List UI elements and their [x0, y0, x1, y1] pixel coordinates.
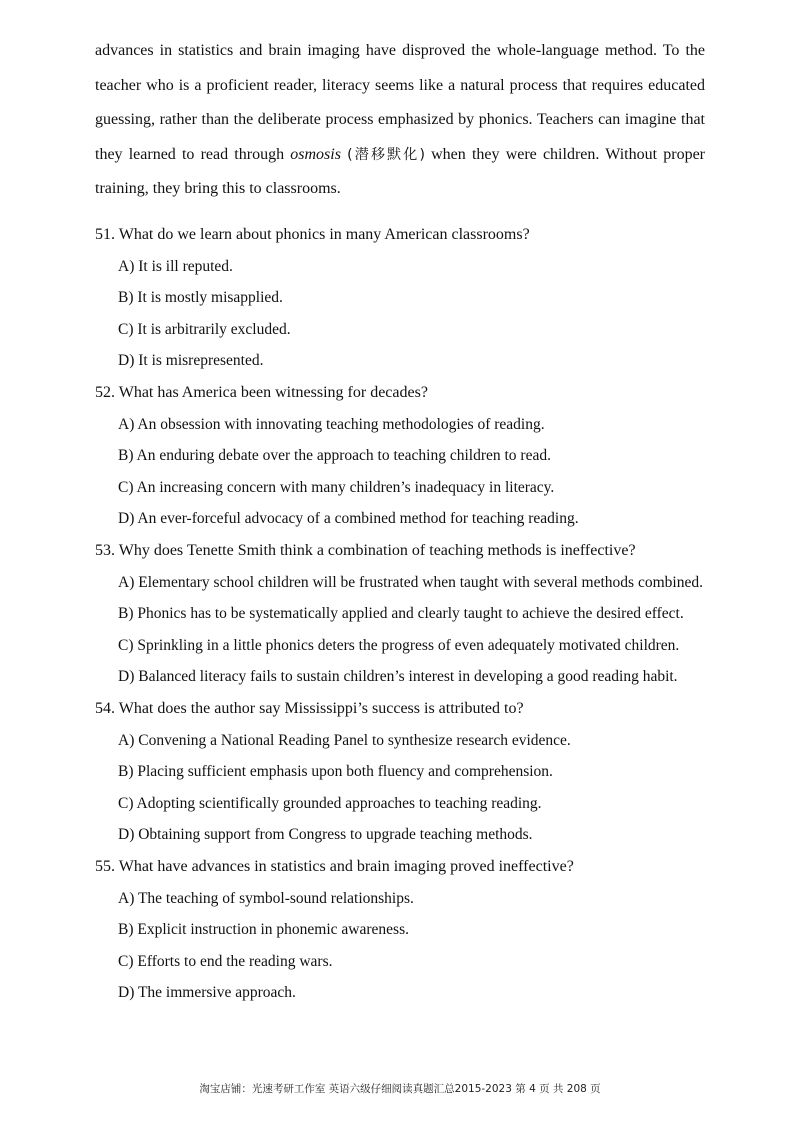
option-a: A) It is ill reputed. [118, 257, 233, 275]
question-list [95, 224, 745, 1014]
option-a: A) The teaching of symbol-sound relationships. [118, 889, 414, 907]
option-d: D) The immersive approach. [118, 984, 296, 1001]
option-b: B) An enduring debate over the approach to teaching children to read. [118, 447, 551, 464]
passage-term-gloss: (潜移默化) [347, 146, 425, 163]
option-a: A) Convening a National Reading Panel to synthesize research evidence. [118, 731, 571, 749]
option-d: D) Balanced literacy fails to sustain children’s interest in developing a good reading habit. [118, 668, 678, 685]
option-b: B) Explicit instruction in phonemic awareness. [118, 921, 409, 938]
question-52 [95, 382, 745, 530]
question-53 [95, 540, 745, 688]
option-c: C) It is arbitrarily excluded. [118, 320, 291, 338]
passage-paragraph [95, 34, 705, 207]
option-c: C) Adopting scientifically grounded approaches to teaching reading. [118, 794, 542, 812]
option-b: B) It is mostly misapplied. [118, 289, 283, 306]
question-stem: 55. What have advances in statistics and brain imaging proved ineffective? [95, 858, 574, 875]
question-55 [95, 856, 745, 1004]
question-stem: 53. Why does Tenette Smith think a combination of teaching methods is ineffective? [95, 542, 636, 559]
question-stem: 52. What has America been witnessing for decades? [95, 384, 428, 401]
option-d: D) Obtaining support from Congress to upgrade teaching methods. [118, 826, 533, 843]
question-stem: 51. What do we learn about phonics in many American classrooms? [95, 226, 530, 243]
option-d: D) It is misrepresented. [118, 352, 264, 369]
option-c: C) An increasing concern with many children’s inadequacy in literacy. [118, 478, 555, 496]
option-d: D) An ever-forceful advocacy of a combined method for teaching reading. [118, 510, 579, 527]
question-51 [95, 224, 745, 372]
option-c: C) Efforts to end the reading wars. [118, 952, 333, 970]
passage-term: osmosis [290, 145, 341, 163]
page-footer: 淘宝店铺：光速考研工作室 英语六级仔细阅读真题汇总2015-2023 第 4 页 共 208 页 [199, 1083, 601, 1095]
question-54 [95, 698, 745, 846]
passage-text-after: when they were children. Without proper training, they bring this to classrooms. [95, 145, 705, 197]
passage-text-before: advances in statistics and brain imaging have disproved the whole-language method. To the teacher who is a proficient reader, literacy seems like a natural process that requires educated guessing, rather than the deliberate process emphasized by phonics. Teachers can imagine that they learned to read through [95, 42, 705, 163]
option-a: A) Elementary school children will be frustrated when taught with several methods combined. [118, 573, 703, 591]
option-b: B) Placing sufficient emphasis upon both fluency and comprehension. [118, 763, 553, 780]
option-c: C) Sprinkling in a little phonics deters the progress of even adequately motivated children. [118, 636, 680, 654]
option-b: B) Phonics has to be systematically applied and clearly taught to achieve the desired effect. [118, 605, 684, 622]
question-stem: 54. What does the author say Mississippi’s success is attributed to? [95, 700, 524, 717]
option-a: A) An obsession with innovating teaching methodologies of reading. [118, 415, 545, 433]
